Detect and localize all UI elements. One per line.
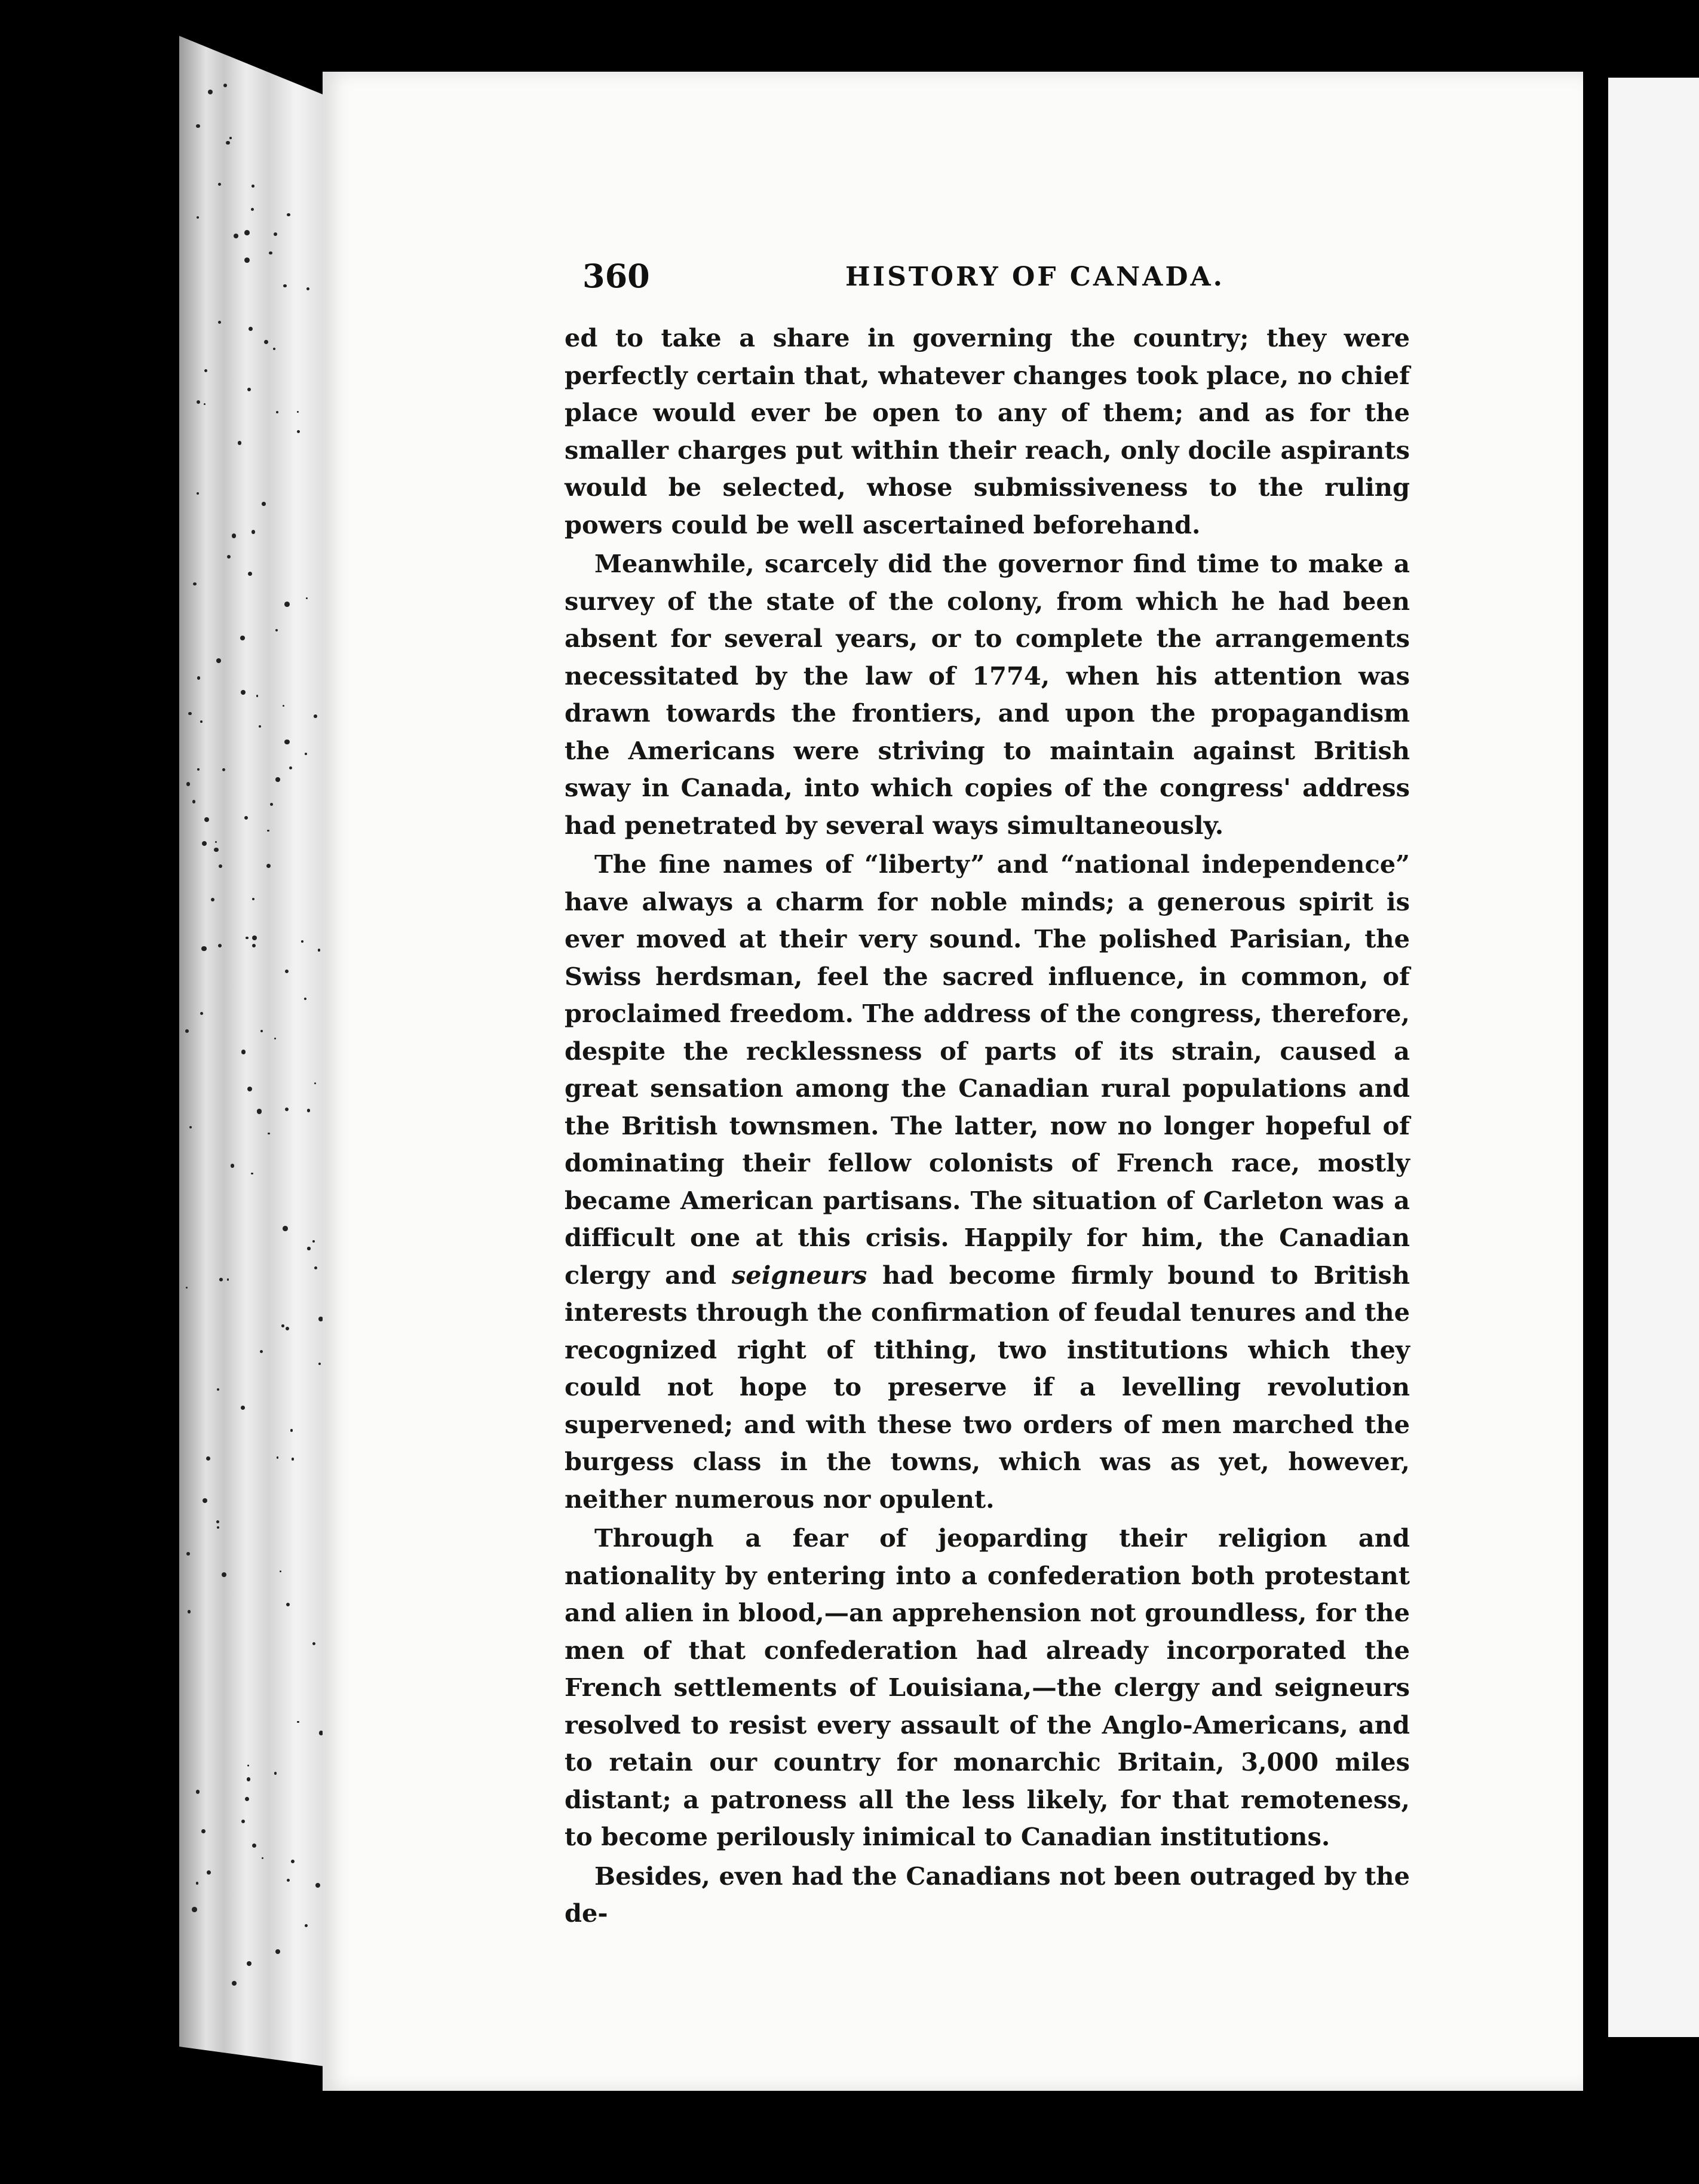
edge-speck (260, 1350, 263, 1353)
edge-speck (283, 284, 287, 288)
edge-speck (286, 1603, 290, 1606)
edge-speck (318, 1363, 321, 1365)
edge-speck (241, 1050, 246, 1054)
page-edge-stack (179, 36, 329, 2067)
edge-speck (241, 1406, 245, 1410)
edge-speck (307, 1109, 311, 1112)
edge-speck (318, 949, 320, 951)
edge-speck (251, 1173, 253, 1175)
edge-speck (290, 1429, 293, 1431)
edge-speck (283, 1226, 288, 1231)
edge-speck (262, 502, 266, 506)
edge-speck (247, 388, 251, 391)
edge-speck (247, 1087, 252, 1091)
edge-speck (291, 1860, 295, 1863)
edge-speck (297, 411, 299, 413)
edge-speck (215, 841, 217, 843)
edge-speck (252, 185, 254, 188)
edge-speck (227, 1278, 229, 1280)
edge-speck (314, 714, 317, 718)
edge-speck (188, 1610, 191, 1614)
edge-speck (270, 803, 273, 806)
edge-speck (203, 1498, 207, 1503)
edge-speck (186, 1552, 190, 1556)
edge-speck (280, 1570, 282, 1573)
edge-speck (274, 1772, 277, 1774)
edge-speck (252, 898, 254, 900)
edge-speck (306, 287, 309, 290)
edge-speck (193, 582, 197, 586)
edge-speck (286, 1327, 289, 1330)
edge-speck (200, 1012, 203, 1015)
paragraph (565, 1858, 1410, 1933)
edge-speck (312, 1240, 315, 1243)
edge-speck (266, 864, 271, 869)
edge-speck (197, 400, 200, 404)
edge-speck (223, 84, 227, 87)
edge-speck (189, 1126, 192, 1129)
edge-speck (247, 1777, 251, 1781)
edge-speck (244, 257, 250, 263)
paragraph-text: The fine names of “liberty” and “national independence” have always a charm for noble minds; a generous spirit is ever moved at their very sound. The polished Parisian, the Swiss herdsman, feel the sacred influence, in common, of proclaimed freedom. The address of the congress, therefore, despite the recklessness of parts of its strain, caused a great sensation among the Canadian rural populations and the British townsmen. The latter, now no longer hopeful of dominating their fellow colonists of French race, mostly became American partisans. The situation of Carleton was a difficult one at this crisis. Happily for him, the Canadian clergy and (565, 849, 1410, 1290)
paragraph-text-continued: had become firmly bound to British interests through the confirmation of feudal tenures and the recognized right of tithing, two institutions which they could not hope to preserve if a levelling revolution supervened; and with these two orders of men marched the burgess class in the towns, which was as yet, however, neither numerous nor opulent. (565, 1260, 1410, 1514)
edge-speck (207, 1870, 211, 1875)
edge-speck (234, 234, 238, 238)
edge-speck (251, 208, 254, 211)
edge-speck (284, 602, 290, 607)
edge-speck (252, 935, 257, 940)
paragraph-text: Through a fear of jeoparding their religion and nationality by entering into a confederation both protestant and alien in blood,—an apprehension not groundless, for the men of that confederation had already incorporated the French settlements of Louisiana,—the clergy and seigneurs resolved to resist every assault of the Anglo-Americans, and to retain our country for monarchic Britain, 3,000 miles distant; a patroness all the less likely, for that remoteness, to become perilously inimical to Canadian institutions. (565, 1523, 1410, 1851)
italic-term: seigneurs (731, 1260, 867, 1290)
edge-speck (312, 1642, 315, 1645)
edge-speck (274, 1038, 277, 1040)
edge-speck (197, 492, 199, 495)
edge-speck (246, 937, 249, 940)
edge-speck (244, 230, 250, 235)
paragraph (565, 1520, 1410, 1856)
edge-speck (197, 216, 199, 219)
running-head: HISTORY OF CANADA. (845, 262, 1225, 292)
edge-speck (218, 321, 221, 324)
edge-speck (240, 636, 245, 640)
edge-speck (201, 1829, 206, 1833)
edge-speck (192, 1907, 197, 1912)
paragraph (565, 846, 1410, 1518)
edge-speck (196, 1790, 200, 1794)
edge-speck (222, 1572, 226, 1577)
edge-speck (196, 124, 200, 128)
edge-speck (227, 555, 231, 559)
paragraph (565, 320, 1410, 544)
edge-speck (211, 898, 214, 901)
edge-speck (256, 695, 258, 697)
edge-speck (275, 777, 280, 781)
edge-speck (214, 848, 218, 852)
edge-speck (185, 1029, 189, 1033)
edge-speck (197, 768, 199, 770)
body-text (565, 320, 1410, 1934)
edge-speck (201, 946, 207, 952)
edge-speck (277, 1456, 278, 1458)
edge-speck (304, 998, 306, 1000)
edge-speck (216, 1520, 219, 1523)
edge-speck (197, 676, 201, 680)
edge-speck (252, 944, 256, 947)
edge-speck (218, 183, 221, 186)
edge-speck (208, 90, 213, 94)
edge-speck (202, 841, 207, 846)
edge-speck (241, 1820, 245, 1823)
edge-speck (249, 327, 253, 332)
edge-speck (186, 782, 191, 786)
edge-speck (218, 944, 222, 947)
edge-speck (281, 1324, 284, 1327)
edge-speck (269, 251, 272, 254)
edge-speck (273, 348, 275, 350)
edge-speck (305, 1924, 308, 1927)
paragraph-text: Besides, even had the Canadians not been outraged by the de- (565, 1861, 1410, 1928)
edge-speck (275, 629, 278, 631)
paragraph (565, 545, 1410, 844)
edge-speck (315, 1883, 320, 1888)
paragraph-text: ed to take a share in governing the country; they were perfectly certain that, whatever changes took place, no chief place would ever be open to any of them; and as for the smaller charges put within their reach, only docile aspirants would be selected, whose submissiveness to the ruling powers could be well ascertained beforehand. (565, 323, 1410, 539)
edge-speck (217, 1526, 219, 1529)
edge-speck (314, 1082, 316, 1084)
edge-speck (232, 1981, 237, 1986)
edge-speck (314, 1266, 317, 1269)
edge-speck (244, 816, 248, 820)
edge-speck (204, 817, 210, 823)
edge-speck (216, 658, 221, 663)
edge-speck (301, 940, 303, 943)
edge-speck (275, 1949, 280, 1954)
edge-speck (186, 1287, 188, 1289)
edge-speck (217, 1388, 219, 1391)
edge-speck (285, 1108, 289, 1111)
edge-speck (206, 1456, 210, 1461)
edge-speck (297, 430, 300, 433)
edge-speck (188, 712, 191, 715)
edge-speck (252, 1843, 256, 1848)
edge-speck (219, 864, 222, 868)
edge-speck (204, 369, 207, 372)
edge-speck (297, 1721, 299, 1723)
edge-speck (283, 705, 284, 707)
edge-speck (305, 753, 307, 755)
page-number: 360 (582, 257, 650, 295)
edge-speck (247, 1961, 252, 1966)
edge-speck (289, 766, 292, 769)
edge-speck (226, 141, 230, 145)
edge-speck (232, 533, 236, 538)
page-header (582, 257, 1419, 299)
edge-speck (238, 441, 242, 445)
edge-speck (267, 830, 269, 832)
edge-speck (259, 725, 261, 728)
edge-speck (264, 340, 268, 344)
edge-speck (248, 572, 253, 576)
edge-speck (204, 403, 206, 405)
edge-speck (276, 411, 278, 413)
edge-speck (268, 1133, 269, 1134)
edge-speck (284, 740, 290, 745)
edge-speck (274, 232, 277, 236)
edge-speck (306, 597, 308, 599)
edge-speck (252, 530, 256, 534)
edge-speck (231, 1164, 234, 1167)
edge-speck (229, 137, 231, 139)
edge-speck (260, 1030, 263, 1032)
edge-speck (241, 690, 246, 695)
edge-speck (200, 720, 203, 723)
edge-speck (196, 1882, 198, 1884)
edge-speck (247, 1765, 250, 1767)
edge-speck (222, 768, 225, 771)
edge-speck (245, 1797, 249, 1801)
edge-speck (292, 1458, 295, 1461)
paragraph-text: Meanwhile, scarcely did the governor find time to make a survey of the state of the colony, from which he had been absent for several years, or to complete the arrangements necessitated by the law of 1774, when his attention was drawn towards the frontiers, and upon the propagandism the Americans were striving to maintain against British sway in Canada, into which copies of the congress' address had penetrated by several ways simultaneously. (565, 549, 1410, 840)
edge-speck (257, 1109, 262, 1114)
edge-speck (219, 1278, 223, 1281)
edge-speck (287, 213, 290, 216)
edge-speck (287, 1879, 290, 1882)
edge-speck (307, 1247, 310, 1250)
edge-speck (192, 800, 196, 803)
edge-speck (285, 970, 289, 973)
adjacent-page-edge (1608, 78, 1699, 2037)
edge-speck (262, 1857, 263, 1859)
